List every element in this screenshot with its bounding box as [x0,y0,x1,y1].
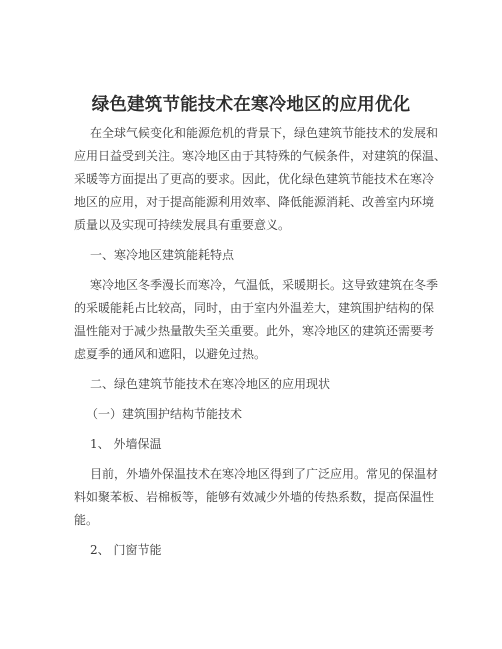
paragraph-2-line-4: 虑夏季的通风和遮阳，以避免过热。 [74,347,267,361]
paragraph-2-line-3: 温性能对于减少热量散失至关重要。此外，寒冷地区的建筑还需要考 [74,324,435,338]
paragraph-3-line-2: 料如聚苯板、岩棉板等，能够有效减少外墙的传热系数，提高保温性 [74,490,435,504]
paragraph-2-line-1: 寒冷地区冬季漫长而寒冷，气温低，采暖期长。这导致建筑在冬季 [90,278,439,292]
subsection-heading-1: （一）建筑围护结构节能技术 [86,407,243,421]
paragraph-3-line-3: 能。 [74,513,99,527]
paragraph-1-line-2: 应用日益受到关注。寒冷地区由于其特殊的气候条件，对建筑的保温、 [74,149,447,163]
paragraph-1-line-1: 在全球气候变化和能源危机的背景下，绿色建筑节能技术的发展和 [90,126,439,140]
paragraph-1-line-5: 质量以及实现可持续发展具有重要意义。 [74,218,291,232]
document-title: 绿色建筑节能技术在寒冷地区的应用优化 [91,95,411,115]
paragraph-1-line-4: 地区的应用，对于提高能源利用效率、降低能源消耗、改善室内环境 [74,195,435,209]
section-heading-1: 一、寒冷地区建筑能耗特点 [90,248,235,262]
paragraph-2-line-2: 的采暖能耗占比较高，同时，由于室内外温差大，建筑围护结构的保 [74,301,435,315]
paragraph-1-line-3: 采暖等方面提出了更高的要求。因此，优化绿色建筑节能技术在寒冷 [74,172,435,186]
item-heading-2: 2、 门窗节能 [90,543,162,557]
paragraph-3-line-1: 目前，外墙外保温技术在寒冷地区得到了广泛应用。常见的保温材 [90,467,439,481]
item-heading-1: 1、 外墙保温 [90,437,162,451]
section-heading-2: 二、绿色建筑节能技术在寒冷地区的应用现状 [90,377,331,391]
